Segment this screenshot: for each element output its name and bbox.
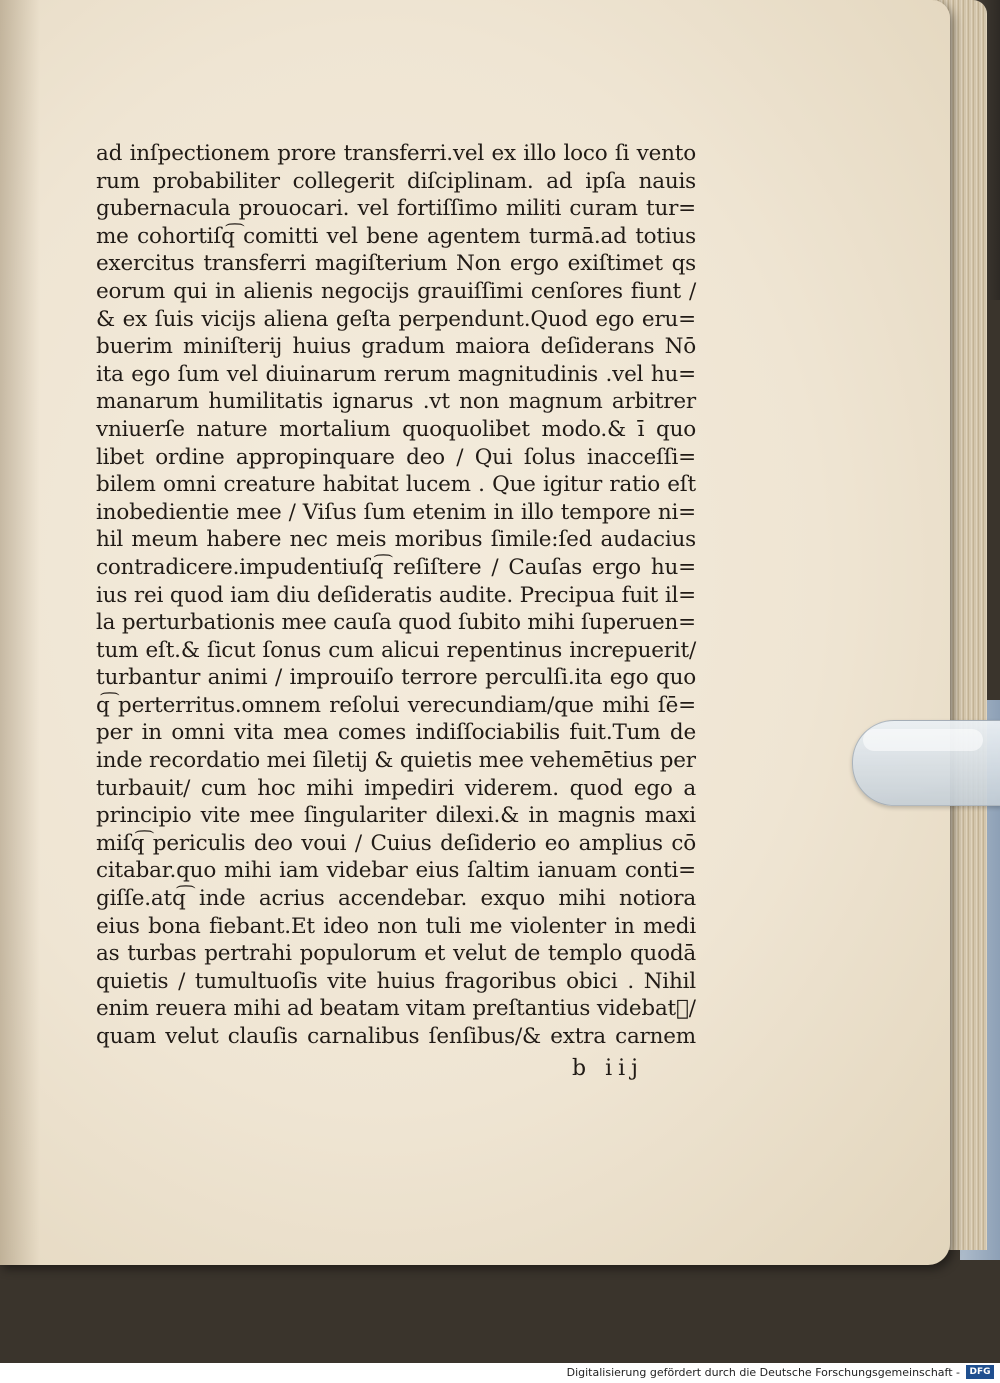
footer-bar [0, 1363, 1000, 1383]
text-line: miſq͡ periculis deo voui / Cuius deſiderio eo amplius cō [96, 830, 696, 856]
text-line: rum probabiliter collegerit diſciplinam. ad ipſa nauis [96, 168, 696, 194]
text-line: hil meum habere nec meis moribus ſimile:ſed audacius [96, 527, 696, 553]
dfg-logo-icon: DFG [966, 1365, 994, 1379]
text-line: inobedientie mee / Viſus ſum etenim in illo tempore ni= [96, 499, 696, 525]
text-line: buerim miniſterij huius gradum maiora deſiderans Nō [96, 334, 696, 360]
text-line: contradicere.impudentiuſq͡ reſiſtere / Cauſas ergo hu= [96, 554, 696, 580]
text-line: inde recordatio mei ſiletij & quietis mee vehemētius per [96, 748, 696, 774]
text-line: gubernacula prouocari. vel fortiſſimo militi curam tur= [96, 196, 696, 222]
text-line: eorum qui in alienis negocijs grauiſſimi cenſores fiunt / [96, 278, 696, 304]
text-line: libet ordine appropinquare deo / Qui ſolus inacceſſi= [96, 444, 696, 470]
text-line: bilem omni creature habitat lucem . Que igitur ratio eſt [96, 472, 696, 498]
text-line: & ex ſuis vicijs aliena geſta perpendunt.Quod ego eru= [96, 306, 696, 332]
text-line: enim reuera mihi ad beatam vitam preſtantius videbat᷑/ [96, 996, 696, 1022]
text-line: vniuerſe nature mortalium quoquolibet modo.& ī quo [96, 416, 696, 442]
text-line: principio vite mee ſingulariter dilexi.& in magnis maxi [96, 803, 696, 829]
text-line: ita ego ſum vel diuinarum rerum magnitudinis .vel hu= [96, 361, 696, 387]
text-line: ius rei quod iam diu deſideratis audite. Precipua fuit il= [96, 582, 696, 608]
text-line: quam velut clauſis carnalibus ſenſibus/& extra carnem [96, 1024, 696, 1049]
text-line: me cohortiſq͡ comitti vel bene agentem turmā.ad totius [96, 223, 696, 249]
text-line: giſſe.atq͡ inde acrius accendebar. exquo mihi notiora [96, 886, 696, 912]
text-line: turbauit/ cum hoc mihi impediri viderem. quod ego a [96, 775, 696, 801]
signature-mark: b iij [572, 1056, 644, 1081]
page-clip [852, 720, 1000, 806]
text-line: q͡ perterritus.omnem reſolui verecundiam/que mihi ſē= [96, 692, 696, 718]
text-line: tum eſt.& ſicut ſonus cum alicui repentinus increpuerit/ [96, 637, 696, 663]
funding-notice: Digitalisierung gefördert durch die Deutsche Forschungsgemeinschaft - [566, 1366, 960, 1379]
text-line: per in omni vita mea comes indiſſociabilis fuit.Tum de [96, 720, 696, 746]
text-line: eius bona fiebant.Et ideo non tuli me violenter in medi [96, 913, 696, 939]
text-line: la perturbationis mee cauſa quod ſubito mihi ſuperuen= [96, 610, 696, 636]
text-line: as turbas pertrahi populorum et velut de templo quodā [96, 941, 696, 967]
page-text-block [96, 140, 696, 1051]
text-line: quietis / tumultuoſis vite huius fragoribus obici . Nihil [96, 968, 696, 994]
text-line: turbantur animi / improuiſo terrore perculſi.ita ego quo [96, 665, 696, 691]
text-line: exercitus transferri magiſterium Non ergo exiſtimet qs [96, 251, 696, 277]
text-line: ad inſpectionem prore transferri.vel ex illo loco ſi vento [96, 141, 696, 166]
text-line: citabar.quo mihi iam videbar eius ſaltim ianuam conti= [96, 858, 696, 884]
text-line: manarum humilitatis ignarus .vt non magnum arbitrer [96, 389, 696, 415]
